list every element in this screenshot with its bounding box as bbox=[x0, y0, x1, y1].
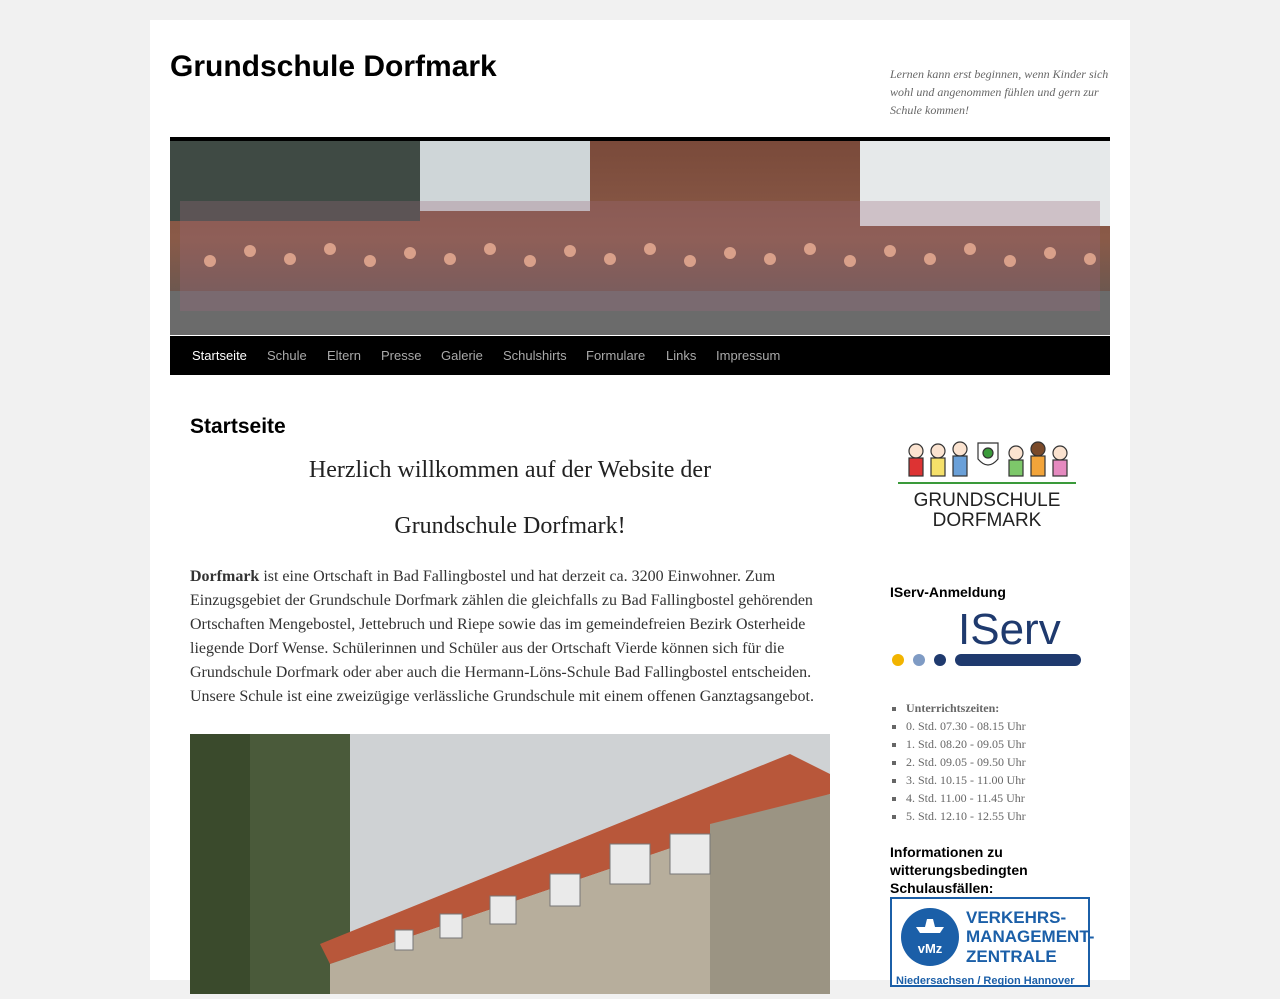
nav-item-schule[interactable]: Schule bbox=[267, 348, 307, 363]
nav-item-startseite[interactable]: Startseite bbox=[192, 348, 247, 363]
main-navigation bbox=[170, 336, 1110, 375]
vmz-line1: VERKEHRS- bbox=[966, 908, 1067, 927]
school-building-photo bbox=[190, 734, 830, 994]
school-times-list bbox=[890, 699, 1126, 825]
page-title: Startseite bbox=[190, 415, 286, 438]
nav-item-links[interactable]: Links bbox=[666, 348, 697, 363]
main-content bbox=[190, 415, 830, 705]
intro-text: ist eine Ortschaft in Bad Fallingbostel und hat derzeit ca. 3200 Einwohner. Zum Einzugsgebiet der Grundschule Dorfmark zählen die gleichfalls zu Bad Fallingbostel gehörenden Ortschaften Mengebostel, Jettebruch und Riepe sowie das im gemeindefreien Bezirk Osterheide liegende Dorf Wense. Schülerinnen und Schüler aus der Ortschaft Vierde können sich für die Grundschule Dorfmark oder aber auch die Hermann-Löns-Schule Bad Fallingbostel entscheiden. Unsere Schule ist eine zweizügige verlässliche Grundschule mit einem offenen Ganztagsangebot. bbox=[190, 568, 814, 705]
nav-item-presse[interactable]: Presse bbox=[381, 348, 422, 363]
school-photo-graphic bbox=[190, 734, 830, 994]
page-wrapper bbox=[150, 20, 1130, 987]
times-heading: ▪ Unterrichtszeiten: bbox=[906, 699, 1126, 717]
vmz-logo-graphic bbox=[890, 897, 1095, 987]
nav-item-impressum[interactable]: Impressum bbox=[716, 348, 781, 363]
nav-item-schulshirts[interactable]: Schulshirts bbox=[503, 348, 567, 363]
logo-line1: GRUNDSCHULE bbox=[913, 490, 1061, 511]
list-item: ▪ 0. Std. 07.30 - 08.15 Uhr bbox=[906, 717, 1126, 735]
header-photo bbox=[170, 141, 1110, 335]
nav-item-formulare[interactable]: Formulare bbox=[586, 348, 646, 363]
logo-line2: DORFMARK bbox=[932, 510, 1042, 531]
vmz-line2: MANAGEMENT- bbox=[966, 927, 1095, 946]
vmz-badge-text: vMz bbox=[917, 941, 943, 956]
school-logo-graphic bbox=[896, 437, 1078, 537]
vmz-logo[interactable] bbox=[890, 897, 1095, 987]
iserv-widget-title: IServ-Anmeldung bbox=[890, 584, 1006, 600]
nav-item-galerie[interactable]: Galerie bbox=[441, 348, 483, 363]
vmz-sub: Niedersachsen / Region Hannover bbox=[896, 975, 1075, 987]
iserv-logo-text: IServ bbox=[958, 605, 1061, 654]
list-item: ▪ 1. Std. 08.20 - 09.05 Uhr bbox=[906, 735, 1126, 753]
site-title[interactable]: Grundschule Dorfmark bbox=[170, 50, 497, 83]
list-item: ▪ 5. Std. 12.10 - 12.55 Uhr bbox=[906, 807, 1126, 825]
weather-widget-title: Informationen zu witterungsbedingten Schulausfällen: bbox=[890, 844, 1028, 896]
list-item: ▪ 2. Std. 09.05 - 09.50 Uhr bbox=[906, 753, 1126, 771]
vmz-line3: ZENTRALE bbox=[966, 947, 1057, 966]
iserv-logo[interactable] bbox=[890, 603, 1090, 673]
site-description: Lernen kann erst beginnen, wenn Kinder sich wohl und angenommen fühlen und gern zur Schule kommen! bbox=[890, 67, 1109, 117]
school-logo[interactable] bbox=[896, 437, 1078, 537]
list-item: ▪ 3. Std. 10.15 - 11.00 Uhr bbox=[906, 771, 1126, 789]
intro-paragraph bbox=[190, 565, 830, 709]
nav-item-eltern[interactable]: Eltern bbox=[327, 348, 361, 363]
intro-bold: Dorfmark bbox=[190, 568, 260, 585]
welcome-heading-line2: Grundschule Dorfmark! bbox=[394, 513, 626, 539]
welcome-heading-line1: Herzlich willkommen auf der Website der bbox=[308, 457, 712, 483]
header-image bbox=[170, 137, 1110, 339]
iserv-logo-graphic bbox=[890, 603, 1090, 673]
list-item: ▪ 4. Std. 11.00 - 11.45 Uhr bbox=[906, 789, 1126, 807]
